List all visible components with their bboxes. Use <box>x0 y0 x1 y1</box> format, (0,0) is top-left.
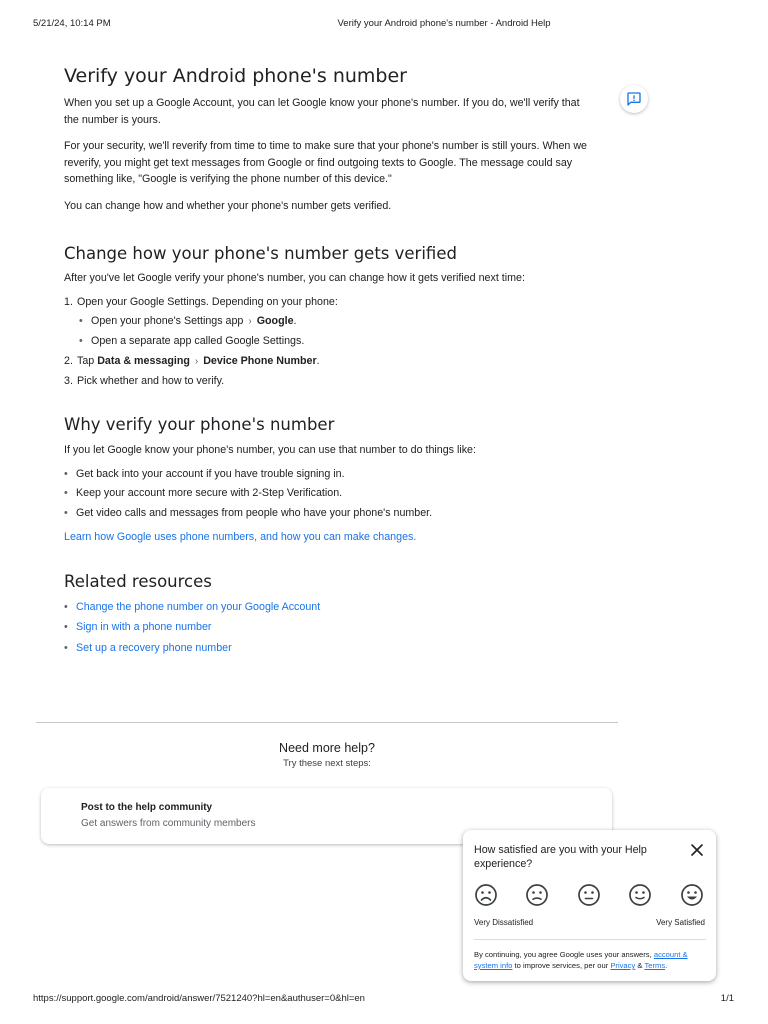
satisfaction-survey <box>463 830 716 981</box>
privacy-link[interactable]: Privacy <box>610 961 636 970</box>
survey-divider <box>474 939 706 940</box>
very-satisfied-label: Very Satisfied <box>656 918 705 927</box>
community-card-description: Get answers from community members <box>81 818 256 829</box>
satisfied-face-icon[interactable] <box>628 883 652 907</box>
step-3: 3. Pick whether and how to verify. <box>64 374 225 387</box>
neutral-face-icon[interactable] <box>577 883 601 907</box>
feedback-icon <box>626 91 642 107</box>
intro-paragraph-3: You can change how and whether your phone's number gets verified. <box>64 199 392 212</box>
rating-faces <box>474 883 706 909</box>
section-heading-change: Change how your phone's number gets verified <box>64 244 457 263</box>
step-1-option-google-settings: • Open a separate app called Google Settings. <box>79 332 594 352</box>
more-help-section <box>36 740 618 771</box>
step-1-options <box>79 312 594 351</box>
survey-question: How satisfied are you with your Help experience? <box>474 844 647 870</box>
change-phone-number-link[interactable]: Change the phone number on your Google Account <box>76 600 321 613</box>
very-satisfied-face-icon[interactable] <box>680 883 704 907</box>
steps-list <box>64 293 594 392</box>
recovery-phone-link[interactable]: Set up a recovery phone number <box>76 641 232 654</box>
why-bullet: • Keep your account more secure with 2-Step Verification. <box>64 484 594 504</box>
related-link-item <box>64 597 594 618</box>
dissatisfied-face-icon[interactable] <box>525 883 549 907</box>
very-dissatisfied-face-icon[interactable] <box>474 883 498 907</box>
sign-in-with-phone-link[interactable]: Sign in with a phone number <box>76 621 212 633</box>
page-count: 1/1 <box>720 993 734 1004</box>
print-url: https://support.google.com/android/answer/7521240?hl=en&authuser=0&hl=en <box>33 993 365 1004</box>
step-1: 1. Open your Google Settings. Depending on your phone: • Open your phone's Settings app › Google. • Open a separate app called Google Settings. <box>64 293 594 352</box>
related-link-item <box>64 617 594 638</box>
intro-paragraph-1: When you set up a Google Account, you can let Google know your phone's number. If you do, we'll verify that the number is yours. <box>64 97 580 126</box>
intro-paragraph-2: For your security, we'll reverify from time to time to make sure that your phone's number is still yours. When we reverify, you might get text messages from Google or find outgoing texts to Google. The message could say something like, "Google is verifying the phone number of this device." <box>64 140 587 185</box>
section-why-lead: If you let Google know your phone's number, you can use that number to do things like: <box>64 444 476 456</box>
section-heading-related: Related resources <box>64 571 212 591</box>
terms-link[interactable]: Terms <box>644 961 666 970</box>
step-1-option-settings-app: • Open your phone's Settings app › Google. <box>79 312 594 332</box>
community-card-title: Post to the help community <box>81 802 213 813</box>
more-help-heading: Need more help? <box>279 741 375 755</box>
account-system-info-link[interactable]: account & system info <box>474 950 688 970</box>
why-bullet: • Get back into your account if you have trouble signing in. <box>64 465 594 485</box>
related-links-list <box>64 597 594 659</box>
why-bullet-list <box>64 465 594 524</box>
section-heading-why: Why verify your phone's number <box>64 415 335 434</box>
survey-legal-text: By continuing, you agree Google uses your answers, account & system info to improve services, per our Privacy & Terms. <box>474 950 688 970</box>
step-2: 2. Tap Data & messaging › Device Phone Number. <box>64 352 594 372</box>
why-bullet: • Get video calls and messages from people who have your phone's number. <box>64 504 594 524</box>
article <box>64 63 594 658</box>
section-divider <box>36 722 618 723</box>
learn-phone-numbers-link[interactable]: Learn how Google uses phone numbers, and how you can make changes. <box>64 531 417 543</box>
page-title: Verify your Android phone's number <box>64 65 407 87</box>
chevron-right-icon: › <box>194 356 199 367</box>
chevron-right-icon: › <box>248 316 252 327</box>
related-link-item <box>64 638 594 659</box>
print-page-title: Verify your Android phone's number - Android Help <box>337 18 551 29</box>
more-help-subheading: Try these next steps: <box>283 758 371 769</box>
print-datetime: 5/21/24, 10:14 PM <box>33 18 111 29</box>
very-dissatisfied-label: Very Dissatisfied <box>474 918 534 927</box>
section-change-lead: After you've let Google verify your phone's number, you can change how it gets verified next time: <box>64 272 525 284</box>
close-icon[interactable] <box>689 842 705 858</box>
send-feedback-button[interactable] <box>620 85 648 113</box>
